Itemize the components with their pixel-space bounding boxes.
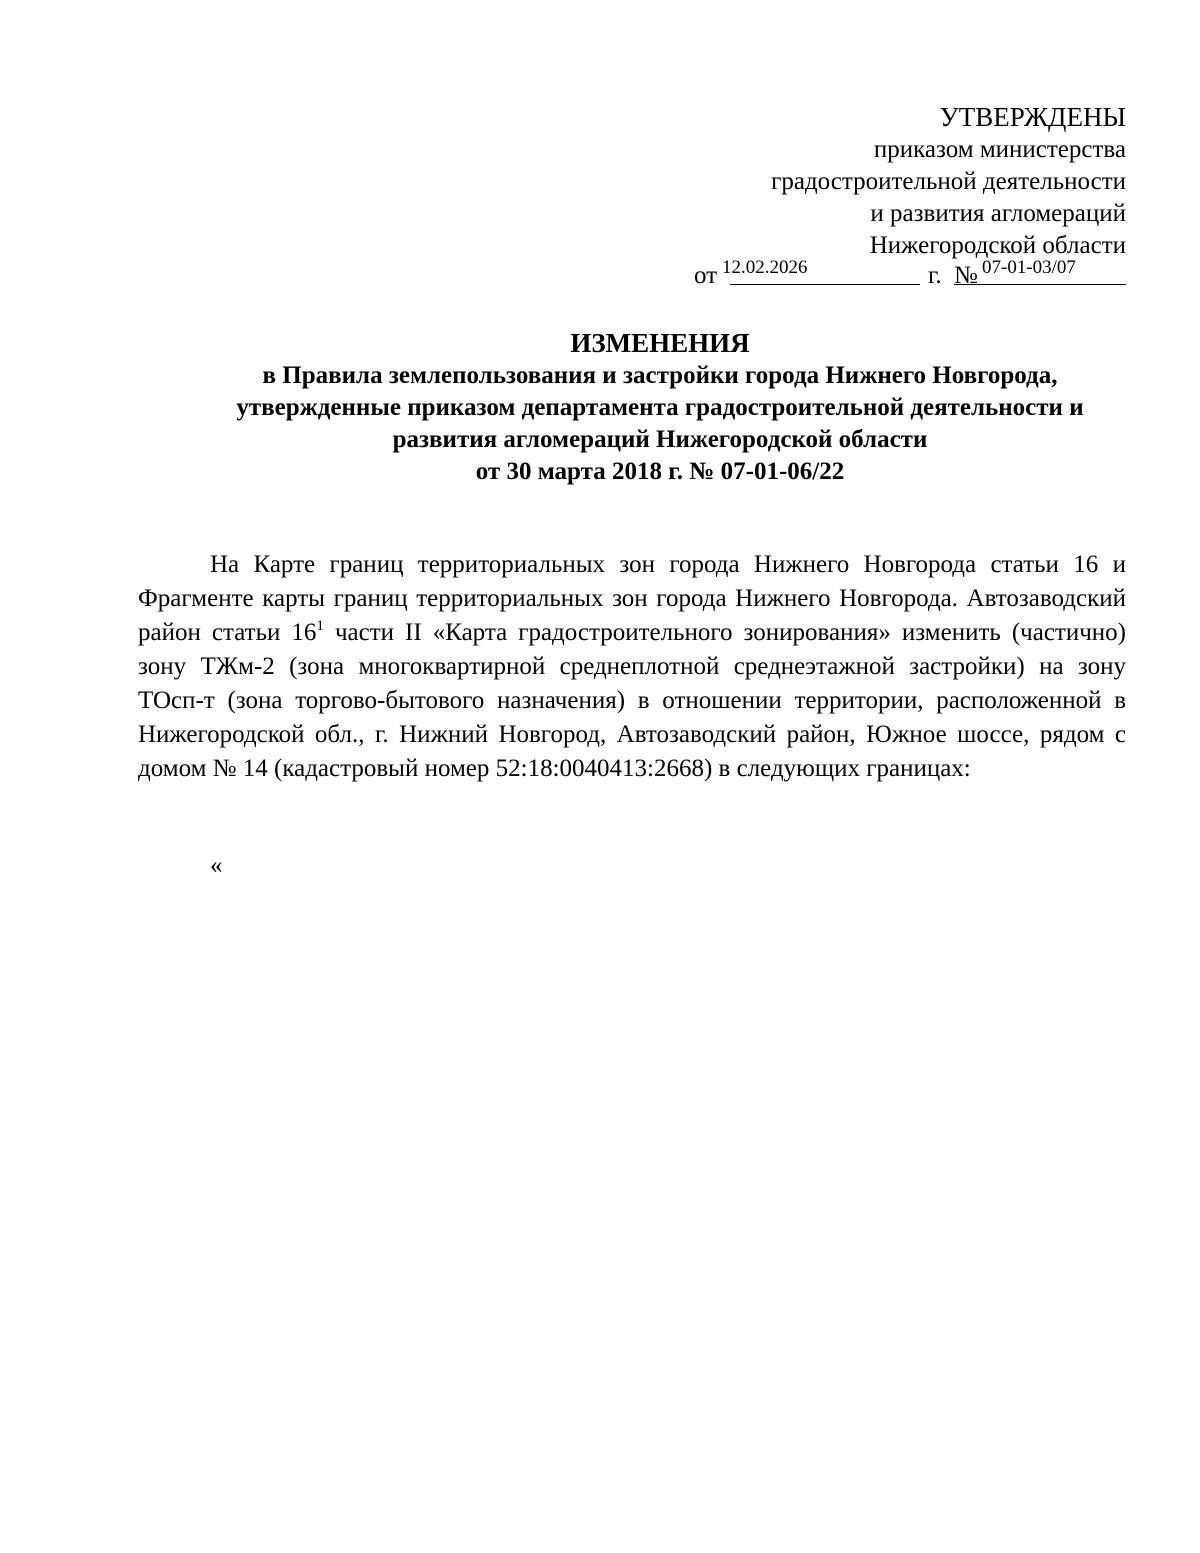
body-paragraph [138, 548, 1126, 786]
opening-quote: « [210, 852, 223, 879]
order-date: 12.02.2026 [722, 257, 808, 278]
order-number-field [954, 257, 1126, 289]
approval-line: градостроительной деятельности [771, 168, 1126, 195]
approval-line: приказом министерства [873, 136, 1126, 163]
order-reference [690, 258, 1130, 290]
article-superscript: 1 [316, 618, 324, 634]
body-text-part: части II «Карта градостроительного зонирования» изменить (частично) зону ТЖм-2 (зона многоквартирной среднеплотной среднеэтажной застройки) на зону ТОсп-т (зона торгово-бытового назначения) в отношении территории, расположенной в Нижегородской обл., г. Нижний Новгород, Автозаводский район, Южное шоссе, рядом с домом № 14 (кадастровый номер 52:18:0040413:2668) в следующих границах: [138, 619, 1126, 782]
heading-line: от 30 марта 2018 г. № 07-01-06/22 [475, 458, 845, 485]
approval-line: и развития агломераций [870, 200, 1126, 227]
approval-line: Нижегородской области [869, 232, 1126, 259]
heading-line: развития агломераций Нижегородской области [392, 426, 928, 453]
heading-line: утвержденные приказом департамента градостроительной деятельности и [236, 394, 1084, 421]
order-from-label: от [694, 262, 718, 289]
order-date-field [722, 257, 920, 285]
order-number: 07-01-03/07 [982, 257, 1076, 278]
approval-title: УТВЕРЖДЕНЫ [939, 102, 1126, 132]
body-text-part: На Карте границ территориальных зон города Нижнего Новгорода статьи 16 и Фрагменте карты границ территориальных зон города Нижнего Новгорода. Автозаводский район статьи 16 [138, 551, 1126, 646]
approval-stamp [640, 100, 1126, 262]
heading-line: в Правила землепользования и застройки города Нижнего Новгорода, [262, 362, 1058, 389]
order-number-sign: № [954, 262, 978, 289]
document-heading [150, 326, 1170, 488]
heading-title: ИЗМЕНЕНИЯ [570, 328, 750, 358]
order-year-suffix: г. [928, 262, 942, 289]
